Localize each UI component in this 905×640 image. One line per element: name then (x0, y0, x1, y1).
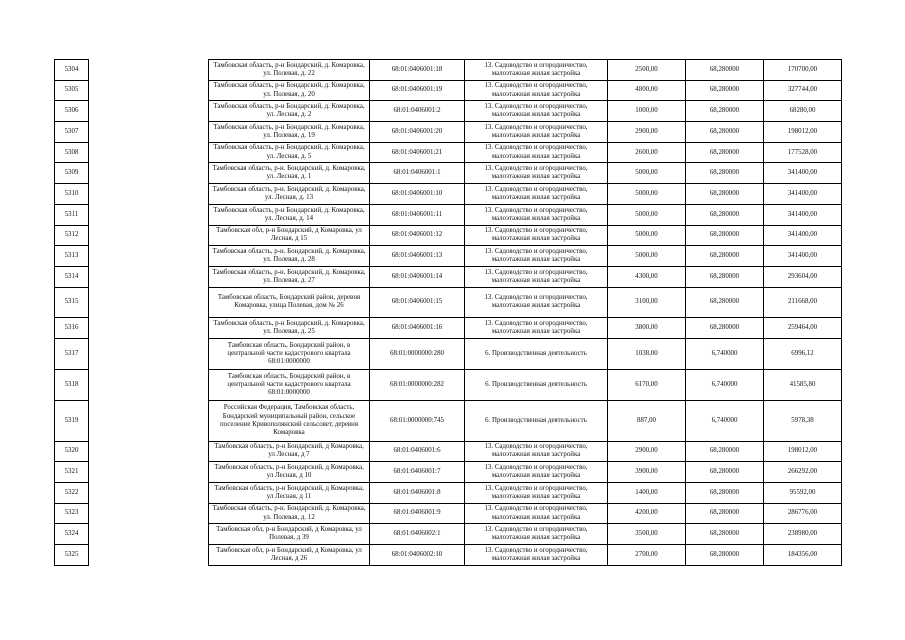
specific-value-cell: 68,280000 (686, 246, 764, 267)
cadastral-value-cell: 5978,38 (764, 400, 842, 441)
address-cell: Тамбовская область, р-н Бондарский, д. Комаровка, ул. Лесная, д. 2 (209, 101, 370, 122)
address-cell: Тамбовская область, р-н Бондарский, д Комаровка, ул Лесная, д 10 (209, 462, 370, 483)
gap-cell (89, 400, 209, 441)
cadastral-value-cell: 293604,00 (764, 266, 842, 287)
table-row (55, 80, 842, 101)
cadastral-value-cell: 327744,00 (764, 80, 842, 101)
gap-cell (89, 80, 209, 101)
cadastral-number-cell: 68:01:0406001:14 (370, 266, 465, 287)
gap-cell (89, 60, 209, 81)
gap-cell (89, 369, 209, 400)
table-row (55, 400, 842, 441)
cadastral-number-cell: 68:01:0406001:20 (370, 122, 465, 143)
gap-cell (89, 101, 209, 122)
gap-cell (89, 503, 209, 524)
table-row (55, 184, 842, 205)
area-cell: 4200,00 (608, 503, 686, 524)
cadastral-number-cell: 68:01:0000000:282 (370, 369, 465, 400)
land-use-cell: 13. Садоводство и огородничество, малоэтажная жилая застройка (465, 101, 608, 122)
specific-value-cell: 68,280000 (686, 462, 764, 483)
row-number-cell: 5310 (55, 184, 89, 205)
specific-value-cell: 68,280000 (686, 524, 764, 545)
address-cell: Тамбовская обл, р-н Бондарский, д Комаровка, ул Лесная, д 26 (209, 545, 370, 566)
cadastral-value-cell: 266292,00 (764, 462, 842, 483)
address-cell: Тамбовская область, р-н. Бондарский, д. Комаровка, ул. Полевая, д. 12 (209, 503, 370, 524)
land-use-cell: 13. Садоводство и огородничество, малоэтажная жилая застройка (465, 60, 608, 81)
row-number-cell: 5321 (55, 462, 89, 483)
row-number-cell: 5305 (55, 80, 89, 101)
table-row (55, 462, 842, 483)
area-cell: 5000,00 (608, 204, 686, 225)
specific-value-cell: 68,280000 (686, 318, 764, 339)
specific-value-cell: 68,280000 (686, 122, 764, 143)
area-cell: 887,00 (608, 400, 686, 441)
row-number-cell: 5322 (55, 483, 89, 504)
land-use-cell: 13. Садоводство и огородничество, малоэтажная жилая застройка (465, 545, 608, 566)
land-use-cell: 13. Садоводство и огородничество, малоэтажная жилая застройка (465, 503, 608, 524)
land-use-cell: 13. Садоводство и огородничество, малоэтажная жилая застройка (465, 204, 608, 225)
row-number-cell: 5309 (55, 163, 89, 184)
land-use-cell: 13. Садоводство и огородничество, малоэтажная жилая застройка (465, 462, 608, 483)
land-use-cell: 13. Садоводство и огородничество, малоэтажная жилая застройка (465, 266, 608, 287)
specific-value-cell: 68,280000 (686, 266, 764, 287)
gap-cell (89, 184, 209, 205)
cadastral-value-cell: 286776,00 (764, 503, 842, 524)
area-cell: 2600,00 (608, 142, 686, 163)
cadastral-number-cell: 68:01:0406001:2 (370, 101, 465, 122)
address-cell: Тамбовская область, р-н Бондарский, д Комаровка, ул Лесная, д 11 (209, 483, 370, 504)
address-cell: Тамбовская область, р-н Бондарский, д. Комаровка, ул. Полевая, д. 25 (209, 318, 370, 339)
area-cell: 1038,00 (608, 339, 686, 370)
cadastral-value-cell: 341400,00 (764, 225, 842, 246)
row-number-cell: 5320 (55, 441, 89, 462)
area-cell: 6170,00 (608, 369, 686, 400)
gap-cell (89, 339, 209, 370)
cadastral-value-cell: 95592,00 (764, 483, 842, 504)
row-number-cell: 5323 (55, 503, 89, 524)
address-cell: Тамбовская область, р-н. Бондарский, д. Комаровка, ул. Лесная, д. 13 (209, 184, 370, 205)
specific-value-cell: 68,280000 (686, 60, 764, 81)
table-row (55, 318, 842, 339)
specific-value-cell: 68,280000 (686, 101, 764, 122)
table-row (55, 142, 842, 163)
cadastral-number-cell: 68:01:0406002:10 (370, 545, 465, 566)
cadastral-number-cell: 68:01:0406001:12 (370, 225, 465, 246)
gap-cell (89, 266, 209, 287)
gap-cell (89, 545, 209, 566)
specific-value-cell: 68,280000 (686, 287, 764, 318)
specific-value-cell: 68,280000 (686, 503, 764, 524)
row-number-cell: 5324 (55, 524, 89, 545)
specific-value-cell: 68,280000 (686, 225, 764, 246)
cadastral-number-cell: 68:01:0406001:21 (370, 142, 465, 163)
cadastral-number-cell: 68:01:0406001:6 (370, 441, 465, 462)
cadastral-number-cell: 68:01:0406001:8 (370, 483, 465, 504)
table-body (55, 60, 842, 566)
specific-value-cell: 68,280000 (686, 545, 764, 566)
area-cell: 5000,00 (608, 225, 686, 246)
cadastral-value-cell: 341400,00 (764, 163, 842, 184)
specific-value-cell: 68,280000 (686, 80, 764, 101)
cadastral-value-cell: 170700,00 (764, 60, 842, 81)
cadastral-number-cell: 68:01:0406001:11 (370, 204, 465, 225)
area-cell: 3900,00 (608, 462, 686, 483)
area-cell: 3800,00 (608, 318, 686, 339)
table-row (55, 60, 842, 81)
row-number-cell: 5307 (55, 122, 89, 143)
gap-cell (89, 204, 209, 225)
area-cell: 2700,00 (608, 545, 686, 566)
table-row (55, 266, 842, 287)
row-number-cell: 5304 (55, 60, 89, 81)
gap-cell (89, 225, 209, 246)
specific-value-cell: 68,280000 (686, 184, 764, 205)
specific-value-cell: 6,740000 (686, 339, 764, 370)
land-use-cell: 13. Садоводство и огородничество, малоэтажная жилая застройка (465, 441, 608, 462)
table-row (55, 339, 842, 370)
specific-value-cell: 6,740000 (686, 369, 764, 400)
cadastral-number-cell: 68:01:0406001:7 (370, 462, 465, 483)
land-use-cell: 13. Садоводство и огородничество, малоэтажная жилая застройка (465, 80, 608, 101)
area-cell: 2900,00 (608, 441, 686, 462)
cadastral-value-cell: 198012,00 (764, 122, 842, 143)
address-cell: Тамбовская область, р-н Бондарский, д. Комаровка, ул. Лесная, д. 5 (209, 142, 370, 163)
land-use-cell: 6. Производственная деятельность (465, 400, 608, 441)
table-row (55, 524, 842, 545)
cadastral-value-cell: 198012,00 (764, 441, 842, 462)
address-cell: Российская Федерация, Тамбовская область, Бондарский муниципальный район, сельское поселение Кривополянский сельсовет, деревня Комаровка (209, 400, 370, 441)
row-number-cell: 5319 (55, 400, 89, 441)
area-cell: 5000,00 (608, 163, 686, 184)
cadastral-value-table (54, 59, 842, 566)
cadastral-number-cell: 68:01:0406001:16 (370, 318, 465, 339)
cadastral-value-cell: 184356,00 (764, 545, 842, 566)
land-use-cell: 13. Садоводство и огородничество, малоэтажная жилая застройка (465, 122, 608, 143)
cadastral-number-cell: 68:01:0406001:13 (370, 246, 465, 267)
cadastral-number-cell: 68:01:0406001:15 (370, 287, 465, 318)
land-use-cell: 13. Садоводство и огородничество, малоэтажная жилая застройка (465, 184, 608, 205)
gap-cell (89, 163, 209, 184)
cadastral-value-cell: 238980,00 (764, 524, 842, 545)
gap-cell (89, 441, 209, 462)
cadastral-value-cell: 259464,00 (764, 318, 842, 339)
table-row (55, 225, 842, 246)
row-number-cell: 5306 (55, 101, 89, 122)
table-row (55, 246, 842, 267)
area-cell: 1400,00 (608, 483, 686, 504)
table-row (55, 503, 842, 524)
cadastral-number-cell: 68:01:0000000:280 (370, 339, 465, 370)
specific-value-cell: 68,280000 (686, 483, 764, 504)
cadastral-number-cell: 68:01:0406001:1 (370, 163, 465, 184)
gap-cell (89, 246, 209, 267)
address-cell: Тамбовская область, р-н Бондарский, д. Комаровка, ул. Полевая, д. 20 (209, 80, 370, 101)
cadastral-number-cell: 68:01:0406001:19 (370, 80, 465, 101)
land-use-cell: 13. Садоводство и огородничество, малоэтажная жилая застройка (465, 225, 608, 246)
land-use-cell: 13. Садоводство и огородничество, малоэтажная жилая застройка (465, 318, 608, 339)
row-number-cell: 5314 (55, 266, 89, 287)
cadastral-value-cell: 341400,00 (764, 246, 842, 267)
address-cell: Тамбовская область, Бондарский район, в центральной части кадастрового квартала 68:01:0000000 (209, 339, 370, 370)
gap-cell (89, 462, 209, 483)
specific-value-cell: 68,280000 (686, 142, 764, 163)
cadastral-value-cell: 68280,00 (764, 101, 842, 122)
address-cell: Тамбовская область, Бондарский район, деревня Комаровка, улица Полевая, дом № 26 (209, 287, 370, 318)
specific-value-cell: 68,280000 (686, 204, 764, 225)
cadastral-value-cell: 177528,00 (764, 142, 842, 163)
row-number-cell: 5317 (55, 339, 89, 370)
gap-cell (89, 122, 209, 143)
gap-cell (89, 142, 209, 163)
gap-cell (89, 524, 209, 545)
land-use-cell: 13. Садоводство и огородничество, малоэтажная жилая застройка (465, 524, 608, 545)
area-cell: 1000,00 (608, 101, 686, 122)
table-row (55, 441, 842, 462)
address-cell: Тамбовская область, р-н. Бондарский, д. Комаровка, ул. Лесная, д. 1 (209, 163, 370, 184)
gap-cell (89, 287, 209, 318)
land-use-cell: 6. Производственная деятельность (465, 339, 608, 370)
row-number-cell: 5313 (55, 246, 89, 267)
cadastral-value-cell: 6996,12 (764, 339, 842, 370)
cadastral-number-cell: 68:01:0406001:10 (370, 184, 465, 205)
row-number-cell: 5311 (55, 204, 89, 225)
area-cell: 3500,00 (608, 524, 686, 545)
cadastral-value-cell: 211668,00 (764, 287, 842, 318)
specific-value-cell: 6,740000 (686, 400, 764, 441)
cadastral-value-cell: 341400,00 (764, 184, 842, 205)
row-number-cell: 5315 (55, 287, 89, 318)
land-use-cell: 6. Производственная деятельность (465, 369, 608, 400)
cadastral-number-cell: 68:01:0000000:745 (370, 400, 465, 441)
table-row (55, 163, 842, 184)
address-cell: Тамбовская обл, р-н Бондарский, д Комаровка, ул Полевая, д 39 (209, 524, 370, 545)
land-use-cell: 13. Садоводство и огородничество, малоэтажная жилая застройка (465, 142, 608, 163)
table-row (55, 122, 842, 143)
specific-value-cell: 68,280000 (686, 441, 764, 462)
address-cell: Тамбовская область, Бондарский район, в центральной части кадастрового квартала 68:01:0000000 (209, 369, 370, 400)
address-cell: Тамбовская область, р-н Бондарский, д. Комаровка, ул. Полевая, д. 19 (209, 122, 370, 143)
area-cell: 3100,00 (608, 287, 686, 318)
area-cell: 2500,00 (608, 60, 686, 81)
area-cell: 5000,00 (608, 246, 686, 267)
address-cell: Тамбовская область, р-н Бондарский, д. Комаровка, ул. Лесная, д. 14 (209, 204, 370, 225)
cadastral-number-cell: 68:01:0406002:1 (370, 524, 465, 545)
land-use-cell: 13. Садоводство и огородничество, малоэтажная жилая застройка (465, 246, 608, 267)
table-row (55, 287, 842, 318)
area-cell: 5000,00 (608, 184, 686, 205)
table-row (55, 204, 842, 225)
specific-value-cell: 68,280000 (686, 163, 764, 184)
row-number-cell: 5308 (55, 142, 89, 163)
table-row (55, 369, 842, 400)
address-cell: Тамбовская область, р-н. Бондарский, д. Комаровка, ул. Полевая, д. 28 (209, 246, 370, 267)
cadastral-value-cell: 341400,00 (764, 204, 842, 225)
row-number-cell: 5312 (55, 225, 89, 246)
address-cell: Тамбовская область, р-н Бондарский, д. Комаровка, ул. Полевая, д. 22 (209, 60, 370, 81)
area-cell: 4300,00 (608, 266, 686, 287)
row-number-cell: 5316 (55, 318, 89, 339)
cadastral-number-cell: 68:01:0406001:18 (370, 60, 465, 81)
address-cell: Тамбовская область, р-н Бондарский, д Комаровка, ул Лесная, д 7 (209, 441, 370, 462)
cadastral-value-cell: 41585,80 (764, 369, 842, 400)
land-use-cell: 13. Садоводство и огородничество, малоэтажная жилая застройка (465, 163, 608, 184)
address-cell: Тамбовская область, р-н. Бондарский, д. Комаровка, ул. Полевая, д. 27 (209, 266, 370, 287)
row-number-cell: 5318 (55, 369, 89, 400)
address-cell: Тамбовская обл, р-н Бондарский, д Комаровка, ул Лесная, д 15 (209, 225, 370, 246)
cadastral-number-cell: 68:01:0406001:9 (370, 503, 465, 524)
area-cell: 4800,00 (608, 80, 686, 101)
table-row (55, 545, 842, 566)
land-use-cell: 13. Садоводство и огородничество, малоэтажная жилая застройка (465, 287, 608, 318)
gap-cell (89, 318, 209, 339)
area-cell: 2900,00 (608, 122, 686, 143)
table-row (55, 483, 842, 504)
land-use-cell: 13. Садоводство и огородничество, малоэтажная жилая застройка (465, 483, 608, 504)
row-number-cell: 5325 (55, 545, 89, 566)
gap-cell (89, 483, 209, 504)
table-row (55, 101, 842, 122)
